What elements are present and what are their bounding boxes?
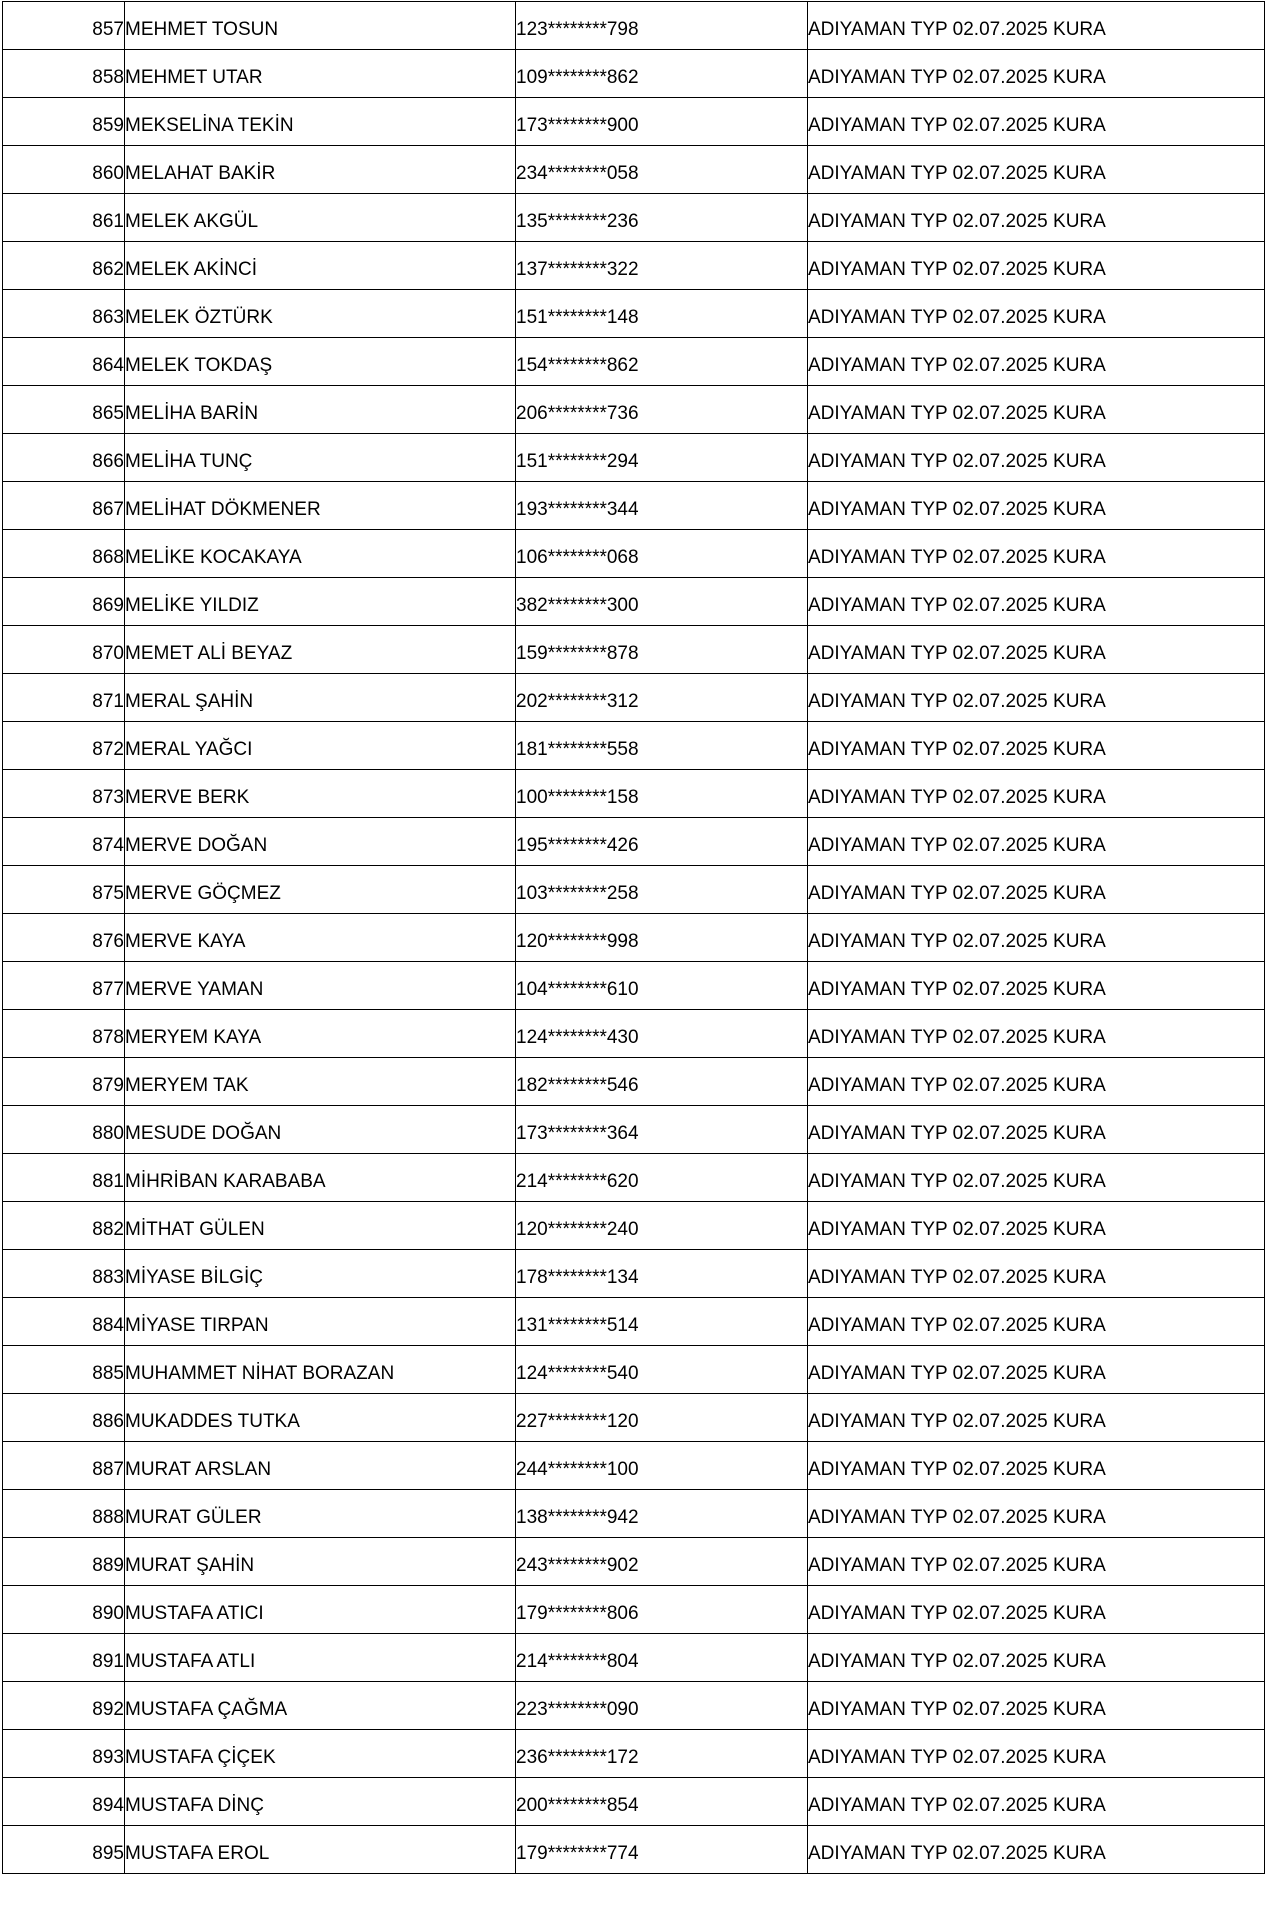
masked-id-number: 202********312	[516, 674, 808, 722]
person-name: MERVE YAMAN	[125, 962, 516, 1010]
row-number: 857	[3, 2, 125, 50]
table-row	[3, 1394, 1265, 1442]
masked-id-number: 181********558	[516, 722, 808, 770]
table-row	[3, 242, 1265, 290]
person-name: MELİKE YILDIZ	[125, 578, 516, 626]
masked-id-number: 179********774	[516, 1826, 808, 1874]
program-label: ADIYAMAN TYP 02.07.2025 KURA	[808, 1538, 1265, 1586]
row-number: 868	[3, 530, 125, 578]
masked-id-number: 124********540	[516, 1346, 808, 1394]
masked-id-number: 103********258	[516, 866, 808, 914]
row-number: 884	[3, 1298, 125, 1346]
program-label: ADIYAMAN TYP 02.07.2025 KURA	[808, 1058, 1265, 1106]
person-name: MEKSELİNA TEKİN	[125, 98, 516, 146]
person-name: MERVE BERK	[125, 770, 516, 818]
table-row	[3, 1346, 1265, 1394]
program-label: ADIYAMAN TYP 02.07.2025 KURA	[808, 146, 1265, 194]
table-row	[3, 50, 1265, 98]
masked-id-number: 104********610	[516, 962, 808, 1010]
person-name: MELİKE KOCAKAYA	[125, 530, 516, 578]
program-label: ADIYAMAN TYP 02.07.2025 KURA	[808, 914, 1265, 962]
table-row	[3, 962, 1265, 1010]
person-name: MERAL ŞAHİN	[125, 674, 516, 722]
masked-id-number: 227********120	[516, 1394, 808, 1442]
masked-id-number: 244********100	[516, 1442, 808, 1490]
row-number: 875	[3, 866, 125, 914]
program-label: ADIYAMAN TYP 02.07.2025 KURA	[808, 386, 1265, 434]
masked-id-number: 243********902	[516, 1538, 808, 1586]
person-name: MELİHAT DÖKMENER	[125, 482, 516, 530]
masked-id-number: 100********158	[516, 770, 808, 818]
program-label: ADIYAMAN TYP 02.07.2025 KURA	[808, 722, 1265, 770]
person-name: MUHAMMET NİHAT BORAZAN	[125, 1346, 516, 1394]
row-number: 869	[3, 578, 125, 626]
person-name: MİHRİBAN KARABABA	[125, 1154, 516, 1202]
masked-id-number: 236********172	[516, 1730, 808, 1778]
masked-id-number: 106********068	[516, 530, 808, 578]
row-number: 882	[3, 1202, 125, 1250]
masked-id-number: 159********878	[516, 626, 808, 674]
program-label: ADIYAMAN TYP 02.07.2025 KURA	[808, 674, 1265, 722]
person-name: MELAHAT BAKİR	[125, 146, 516, 194]
program-label: ADIYAMAN TYP 02.07.2025 KURA	[808, 290, 1265, 338]
table-row	[3, 1250, 1265, 1298]
masked-id-number: 214********804	[516, 1634, 808, 1682]
program-label: ADIYAMAN TYP 02.07.2025 KURA	[808, 770, 1265, 818]
table-row	[3, 290, 1265, 338]
table-body	[3, 2, 1265, 1874]
table-row	[3, 626, 1265, 674]
person-name: MERVE GÖÇMEZ	[125, 866, 516, 914]
person-name: MESUDE DOĞAN	[125, 1106, 516, 1154]
table-row	[3, 1730, 1265, 1778]
row-number: 866	[3, 434, 125, 482]
row-number: 873	[3, 770, 125, 818]
row-number: 860	[3, 146, 125, 194]
masked-id-number: 214********620	[516, 1154, 808, 1202]
row-number: 890	[3, 1586, 125, 1634]
masked-id-number: 234********058	[516, 146, 808, 194]
masked-id-number: 179********806	[516, 1586, 808, 1634]
masked-id-number: 173********900	[516, 98, 808, 146]
program-label: ADIYAMAN TYP 02.07.2025 KURA	[808, 1730, 1265, 1778]
program-label: ADIYAMAN TYP 02.07.2025 KURA	[808, 866, 1265, 914]
program-label: ADIYAMAN TYP 02.07.2025 KURA	[808, 1250, 1265, 1298]
masked-id-number: 120********998	[516, 914, 808, 962]
program-label: ADIYAMAN TYP 02.07.2025 KURA	[808, 1106, 1265, 1154]
program-label: ADIYAMAN TYP 02.07.2025 KURA	[808, 1442, 1265, 1490]
person-name: MUSTAFA ÇAĞMA	[125, 1682, 516, 1730]
masked-id-number: 124********430	[516, 1010, 808, 1058]
person-name: MERYEM KAYA	[125, 1010, 516, 1058]
masked-id-number: 120********240	[516, 1202, 808, 1250]
program-label: ADIYAMAN TYP 02.07.2025 KURA	[808, 530, 1265, 578]
masked-id-number: 182********546	[516, 1058, 808, 1106]
row-number: 859	[3, 98, 125, 146]
table-row	[3, 770, 1265, 818]
person-name: MİTHAT GÜLEN	[125, 1202, 516, 1250]
masked-id-number: 151********148	[516, 290, 808, 338]
table-row	[3, 1490, 1265, 1538]
person-name: MERYEM TAK	[125, 1058, 516, 1106]
table-row	[3, 386, 1265, 434]
row-number: 888	[3, 1490, 125, 1538]
program-label: ADIYAMAN TYP 02.07.2025 KURA	[808, 2, 1265, 50]
program-label: ADIYAMAN TYP 02.07.2025 KURA	[808, 1682, 1265, 1730]
table-row	[3, 338, 1265, 386]
program-label: ADIYAMAN TYP 02.07.2025 KURA	[808, 1778, 1265, 1826]
table-row	[3, 914, 1265, 962]
person-name: MELEK TOKDAŞ	[125, 338, 516, 386]
person-name: MUSTAFA DİNÇ	[125, 1778, 516, 1826]
program-label: ADIYAMAN TYP 02.07.2025 KURA	[808, 1154, 1265, 1202]
masked-id-number: 200********854	[516, 1778, 808, 1826]
table-row	[3, 1826, 1265, 1874]
row-number: 861	[3, 194, 125, 242]
table-row	[3, 2, 1265, 50]
program-label: ADIYAMAN TYP 02.07.2025 KURA	[808, 578, 1265, 626]
program-label: ADIYAMAN TYP 02.07.2025 KURA	[808, 1010, 1265, 1058]
row-number: 864	[3, 338, 125, 386]
masked-id-number: 135********236	[516, 194, 808, 242]
row-number: 877	[3, 962, 125, 1010]
row-number: 881	[3, 1154, 125, 1202]
masked-id-number: 131********514	[516, 1298, 808, 1346]
person-name: MEHMET TOSUN	[125, 2, 516, 50]
table-row	[3, 1634, 1265, 1682]
row-number: 862	[3, 242, 125, 290]
person-name: MUSTAFA ÇİÇEK	[125, 1730, 516, 1778]
table-row	[3, 98, 1265, 146]
masked-id-number: 382********300	[516, 578, 808, 626]
program-label: ADIYAMAN TYP 02.07.2025 KURA	[808, 434, 1265, 482]
table-row	[3, 530, 1265, 578]
table-row	[3, 1442, 1265, 1490]
person-name: MUSTAFA ATLI	[125, 1634, 516, 1682]
table-row	[3, 1202, 1265, 1250]
table-row	[3, 194, 1265, 242]
person-name: MUKADDES TUTKA	[125, 1394, 516, 1442]
row-number: 867	[3, 482, 125, 530]
program-label: ADIYAMAN TYP 02.07.2025 KURA	[808, 1634, 1265, 1682]
row-number: 871	[3, 674, 125, 722]
row-number: 865	[3, 386, 125, 434]
person-name: MUSTAFA EROL	[125, 1826, 516, 1874]
person-name: MERAL YAĞCI	[125, 722, 516, 770]
person-name: MELEK ÖZTÜRK	[125, 290, 516, 338]
row-number: 878	[3, 1010, 125, 1058]
program-label: ADIYAMAN TYP 02.07.2025 KURA	[808, 626, 1265, 674]
masked-id-number: 223********090	[516, 1682, 808, 1730]
row-number: 886	[3, 1394, 125, 1442]
person-name: MELİHA BARİN	[125, 386, 516, 434]
person-name: MİYASE TIRPAN	[125, 1298, 516, 1346]
row-number: 858	[3, 50, 125, 98]
row-number: 892	[3, 1682, 125, 1730]
program-label: ADIYAMAN TYP 02.07.2025 KURA	[808, 194, 1265, 242]
table-row	[3, 1058, 1265, 1106]
table-row	[3, 1682, 1265, 1730]
program-label: ADIYAMAN TYP 02.07.2025 KURA	[808, 482, 1265, 530]
table-row	[3, 482, 1265, 530]
person-name: MURAT ŞAHİN	[125, 1538, 516, 1586]
table-row	[3, 1538, 1265, 1586]
row-number: 893	[3, 1730, 125, 1778]
person-name: MERVE KAYA	[125, 914, 516, 962]
row-number: 895	[3, 1826, 125, 1874]
program-label: ADIYAMAN TYP 02.07.2025 KURA	[808, 1394, 1265, 1442]
row-number: 880	[3, 1106, 125, 1154]
person-name: MEHMET UTAR	[125, 50, 516, 98]
row-number: 874	[3, 818, 125, 866]
row-number: 876	[3, 914, 125, 962]
row-number: 883	[3, 1250, 125, 1298]
program-label: ADIYAMAN TYP 02.07.2025 KURA	[808, 50, 1265, 98]
table-row	[3, 434, 1265, 482]
program-label: ADIYAMAN TYP 02.07.2025 KURA	[808, 818, 1265, 866]
row-number: 872	[3, 722, 125, 770]
masked-id-number: 137********322	[516, 242, 808, 290]
row-number: 891	[3, 1634, 125, 1682]
masked-id-number: 206********736	[516, 386, 808, 434]
person-name: MUSTAFA ATICI	[125, 1586, 516, 1634]
table-row	[3, 1154, 1265, 1202]
masked-id-number: 173********364	[516, 1106, 808, 1154]
person-name: MELİHA TUNÇ	[125, 434, 516, 482]
lottery-results-table	[2, 1, 1265, 1874]
masked-id-number: 178********134	[516, 1250, 808, 1298]
person-name: MELEK AKİNCİ	[125, 242, 516, 290]
table-row	[3, 578, 1265, 626]
row-number: 887	[3, 1442, 125, 1490]
masked-id-number: 154********862	[516, 338, 808, 386]
person-name: MURAT GÜLER	[125, 1490, 516, 1538]
masked-id-number: 138********942	[516, 1490, 808, 1538]
table-row	[3, 146, 1265, 194]
masked-id-number: 123********798	[516, 2, 808, 50]
person-name: MİYASE BİLGİÇ	[125, 1250, 516, 1298]
masked-id-number: 151********294	[516, 434, 808, 482]
table-row	[3, 1586, 1265, 1634]
person-name: MEMET ALİ BEYAZ	[125, 626, 516, 674]
table-row	[3, 1298, 1265, 1346]
program-label: ADIYAMAN TYP 02.07.2025 KURA	[808, 338, 1265, 386]
row-number: 870	[3, 626, 125, 674]
person-name: MURAT ARSLAN	[125, 1442, 516, 1490]
table-row	[3, 1778, 1265, 1826]
table-row	[3, 674, 1265, 722]
table-row	[3, 722, 1265, 770]
program-label: ADIYAMAN TYP 02.07.2025 KURA	[808, 1298, 1265, 1346]
masked-id-number: 193********344	[516, 482, 808, 530]
table-row	[3, 1106, 1265, 1154]
program-label: ADIYAMAN TYP 02.07.2025 KURA	[808, 962, 1265, 1010]
program-label: ADIYAMAN TYP 02.07.2025 KURA	[808, 1826, 1265, 1874]
program-label: ADIYAMAN TYP 02.07.2025 KURA	[808, 1490, 1265, 1538]
program-label: ADIYAMAN TYP 02.07.2025 KURA	[808, 1346, 1265, 1394]
program-label: ADIYAMAN TYP 02.07.2025 KURA	[808, 1202, 1265, 1250]
person-name: MERVE DOĞAN	[125, 818, 516, 866]
table-row	[3, 818, 1265, 866]
row-number: 894	[3, 1778, 125, 1826]
person-name: MELEK AKGÜL	[125, 194, 516, 242]
program-label: ADIYAMAN TYP 02.07.2025 KURA	[808, 242, 1265, 290]
row-number: 863	[3, 290, 125, 338]
masked-id-number: 195********426	[516, 818, 808, 866]
program-label: ADIYAMAN TYP 02.07.2025 KURA	[808, 1586, 1265, 1634]
row-number: 879	[3, 1058, 125, 1106]
masked-id-number: 109********862	[516, 50, 808, 98]
program-label: ADIYAMAN TYP 02.07.2025 KURA	[808, 98, 1265, 146]
row-number: 885	[3, 1346, 125, 1394]
table-row	[3, 866, 1265, 914]
row-number: 889	[3, 1538, 125, 1586]
table-row	[3, 1010, 1265, 1058]
